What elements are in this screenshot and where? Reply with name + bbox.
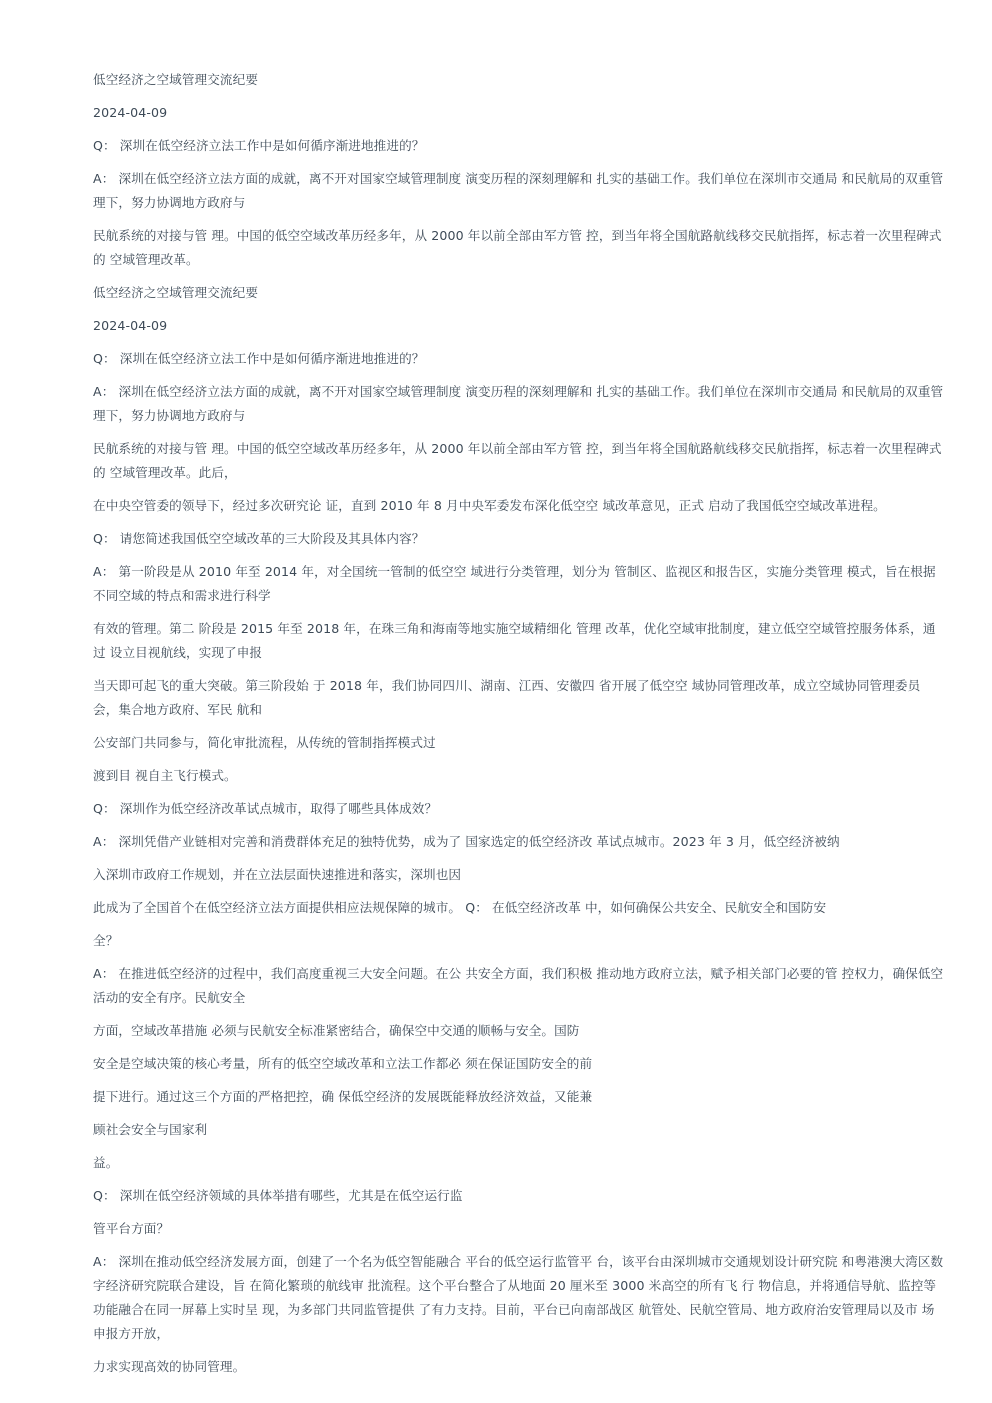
body-paragraph: 渡到目 视自主飞行模式。: [93, 768, 237, 783]
doc-title-repeat: 低空经济之空域管理交流纪要: [93, 285, 259, 300]
body-paragraph: 此成为了全国首个在低空经济立法方面提供相应法规保障的城市。 Q： 在低空经济改革 中，如何确保公共安全、民航安全和国防安: [93, 900, 827, 915]
body-paragraph: 民航系统的对接与管 理。中国的低空空域改革历经多年，从 2000 年以前全部由军方管 控，到当年将全国航路航线移交民航指挥，标志着一次里程碑式的 空域管理改革。此后，: [93, 441, 942, 480]
doc-date: 2024-04-09: [93, 105, 168, 120]
body-paragraph: 入深圳市政府工作规划，并在立法层面快速推进和落实，深圳也因: [93, 867, 462, 882]
body-paragraph: 有效的管理。第二 阶段是 2015 年至 2018 年，在珠三角和海南等地实施空域精细化 管理 改革，优化空域审批制度，建立低空空域管控服务体系，通过 设立目视航线，实现了申报: [93, 621, 936, 660]
question-paragraph: Q： 深圳在低空经济领域的具体举措有哪些，尤其是在低空运行监: [93, 1188, 463, 1203]
body-paragraph: 力求实现高效的协同管理。: [93, 1359, 246, 1374]
answer-paragraph: A： 深圳在推动低空经济发展方面，创建了一个名为低空智能融合 平台的低空运行监管平 台，该平台由深圳城市交通规划设计研究院 和粤港澳大湾区数字经济研究院联合建设，旨 在简化繁琐的航线审 批流程。这个平台整合了从地面 20 厘米至 3000 米高空的所有飞 行 物信息，并将通信导航、监控等功能融合在同一屏幕上实时呈 现，为多部门共同监管提供 了有力支持。目前，平台已向南部战区 航管处、民航空管局、地方政府治安管理局以及市 场申报方开放，: [93, 1254, 944, 1341]
body-paragraph: 公安部门共同参与，简化审批流程，从传统的管制指挥模式过: [93, 735, 436, 750]
body-paragraph: 在中央空管委的领导下，经过多次研究论 证，直到 2010 年 8 月中央军委发布深化低空空 域改革意见，正式 启动了我国低空空域改革进程。: [93, 498, 886, 513]
doc-title: 低空经济之空域管理交流纪要: [93, 72, 259, 87]
answer-paragraph: A： 在推进低空经济的过程中，我们高度重视三大安全问题。在公 共安全方面，我们积极 推动地方政府立法，赋予相关部门必要的管 控权力，确保低空活动的安全有序。民航安全: [93, 966, 944, 1005]
question-paragraph: Q： 深圳作为低空经济改革试点城市，取得了哪些具体成效？: [93, 801, 438, 816]
body-paragraph: 顾社会安全与国家利: [93, 1122, 208, 1137]
question-paragraph: Q： 深圳在低空经济立法工作中是如何循序渐进地推进的？: [93, 351, 425, 366]
answer-paragraph: A： 深圳在低空经济立法方面的成就，离不开对国家空域管理制度 演变历程的深刻理解和 扎实的基础工作。我们单位在深圳市交通局 和民航局的双重管理下，努力协调地方政府与: [93, 171, 944, 210]
answer-paragraph: A： 深圳在低空经济立法方面的成就，离不开对国家空域管理制度 演变历程的深刻理解和 扎实的基础工作。我们单位在深圳市交通局 和民航局的双重管理下，努力协调地方政府与: [93, 384, 944, 423]
answer-paragraph: A： 第一阶段是从 2010 年至 2014 年，对全国统一管制的低空空 域进行分类管理，划分为 管制区、监视区和报告区，实施分类管理 模式，旨在根据不同空域的特点和需求进行科学: [93, 564, 936, 603]
doc-date-repeat: 2024-04-09: [93, 318, 168, 333]
question-paragraph: Q： 深圳在低空经济立法工作中是如何循序渐进地推进的？: [93, 138, 425, 153]
body-paragraph: 方面，空域改革措施 必须与民航安全标准紧密结合，确保空中交通的顺畅与安全。国防: [93, 1023, 580, 1038]
document-body: [93, 68, 945, 1388]
body-paragraph: 民航系统的对接与管 理。中国的低空空域改革历经多年，从 2000 年以前全部由军方管 控，到当年将全国航路航线移交民航指挥，标志着一次里程碑式的 空域管理改革。: [93, 228, 942, 267]
answer-paragraph: A： 深圳凭借产业链相对完善和消费群体充足的独特优势，成为了 国家选定的低空经济改 革试点城市。2023 年 3 月，低空经济被纳: [93, 834, 840, 849]
body-paragraph: 益。: [93, 1155, 119, 1170]
body-paragraph: 全？: [93, 933, 119, 948]
body-paragraph: 安全是空域决策的核心考量，所有的低空空域改革和立法工作都必 须在保证国防安全的前: [93, 1056, 593, 1071]
body-paragraph: 当天即可起飞的重大突破。第三阶段始 于 2018 年，我们协同四川、湖南、江西、安徽四 省开展了低空空 域协同管理改革，成立空域协同管理委员会，集合地方政府、军民 航和: [93, 678, 921, 717]
question-paragraph: Q： 请您简述我国低空空域改革的三大阶段及其具体内容？: [93, 531, 425, 546]
body-paragraph: 提下进行。通过这三个方面的严格把控，确 保低空经济的发展既能释放经济效益，又能兼: [93, 1089, 593, 1104]
body-paragraph: 管平台方面？: [93, 1221, 170, 1236]
